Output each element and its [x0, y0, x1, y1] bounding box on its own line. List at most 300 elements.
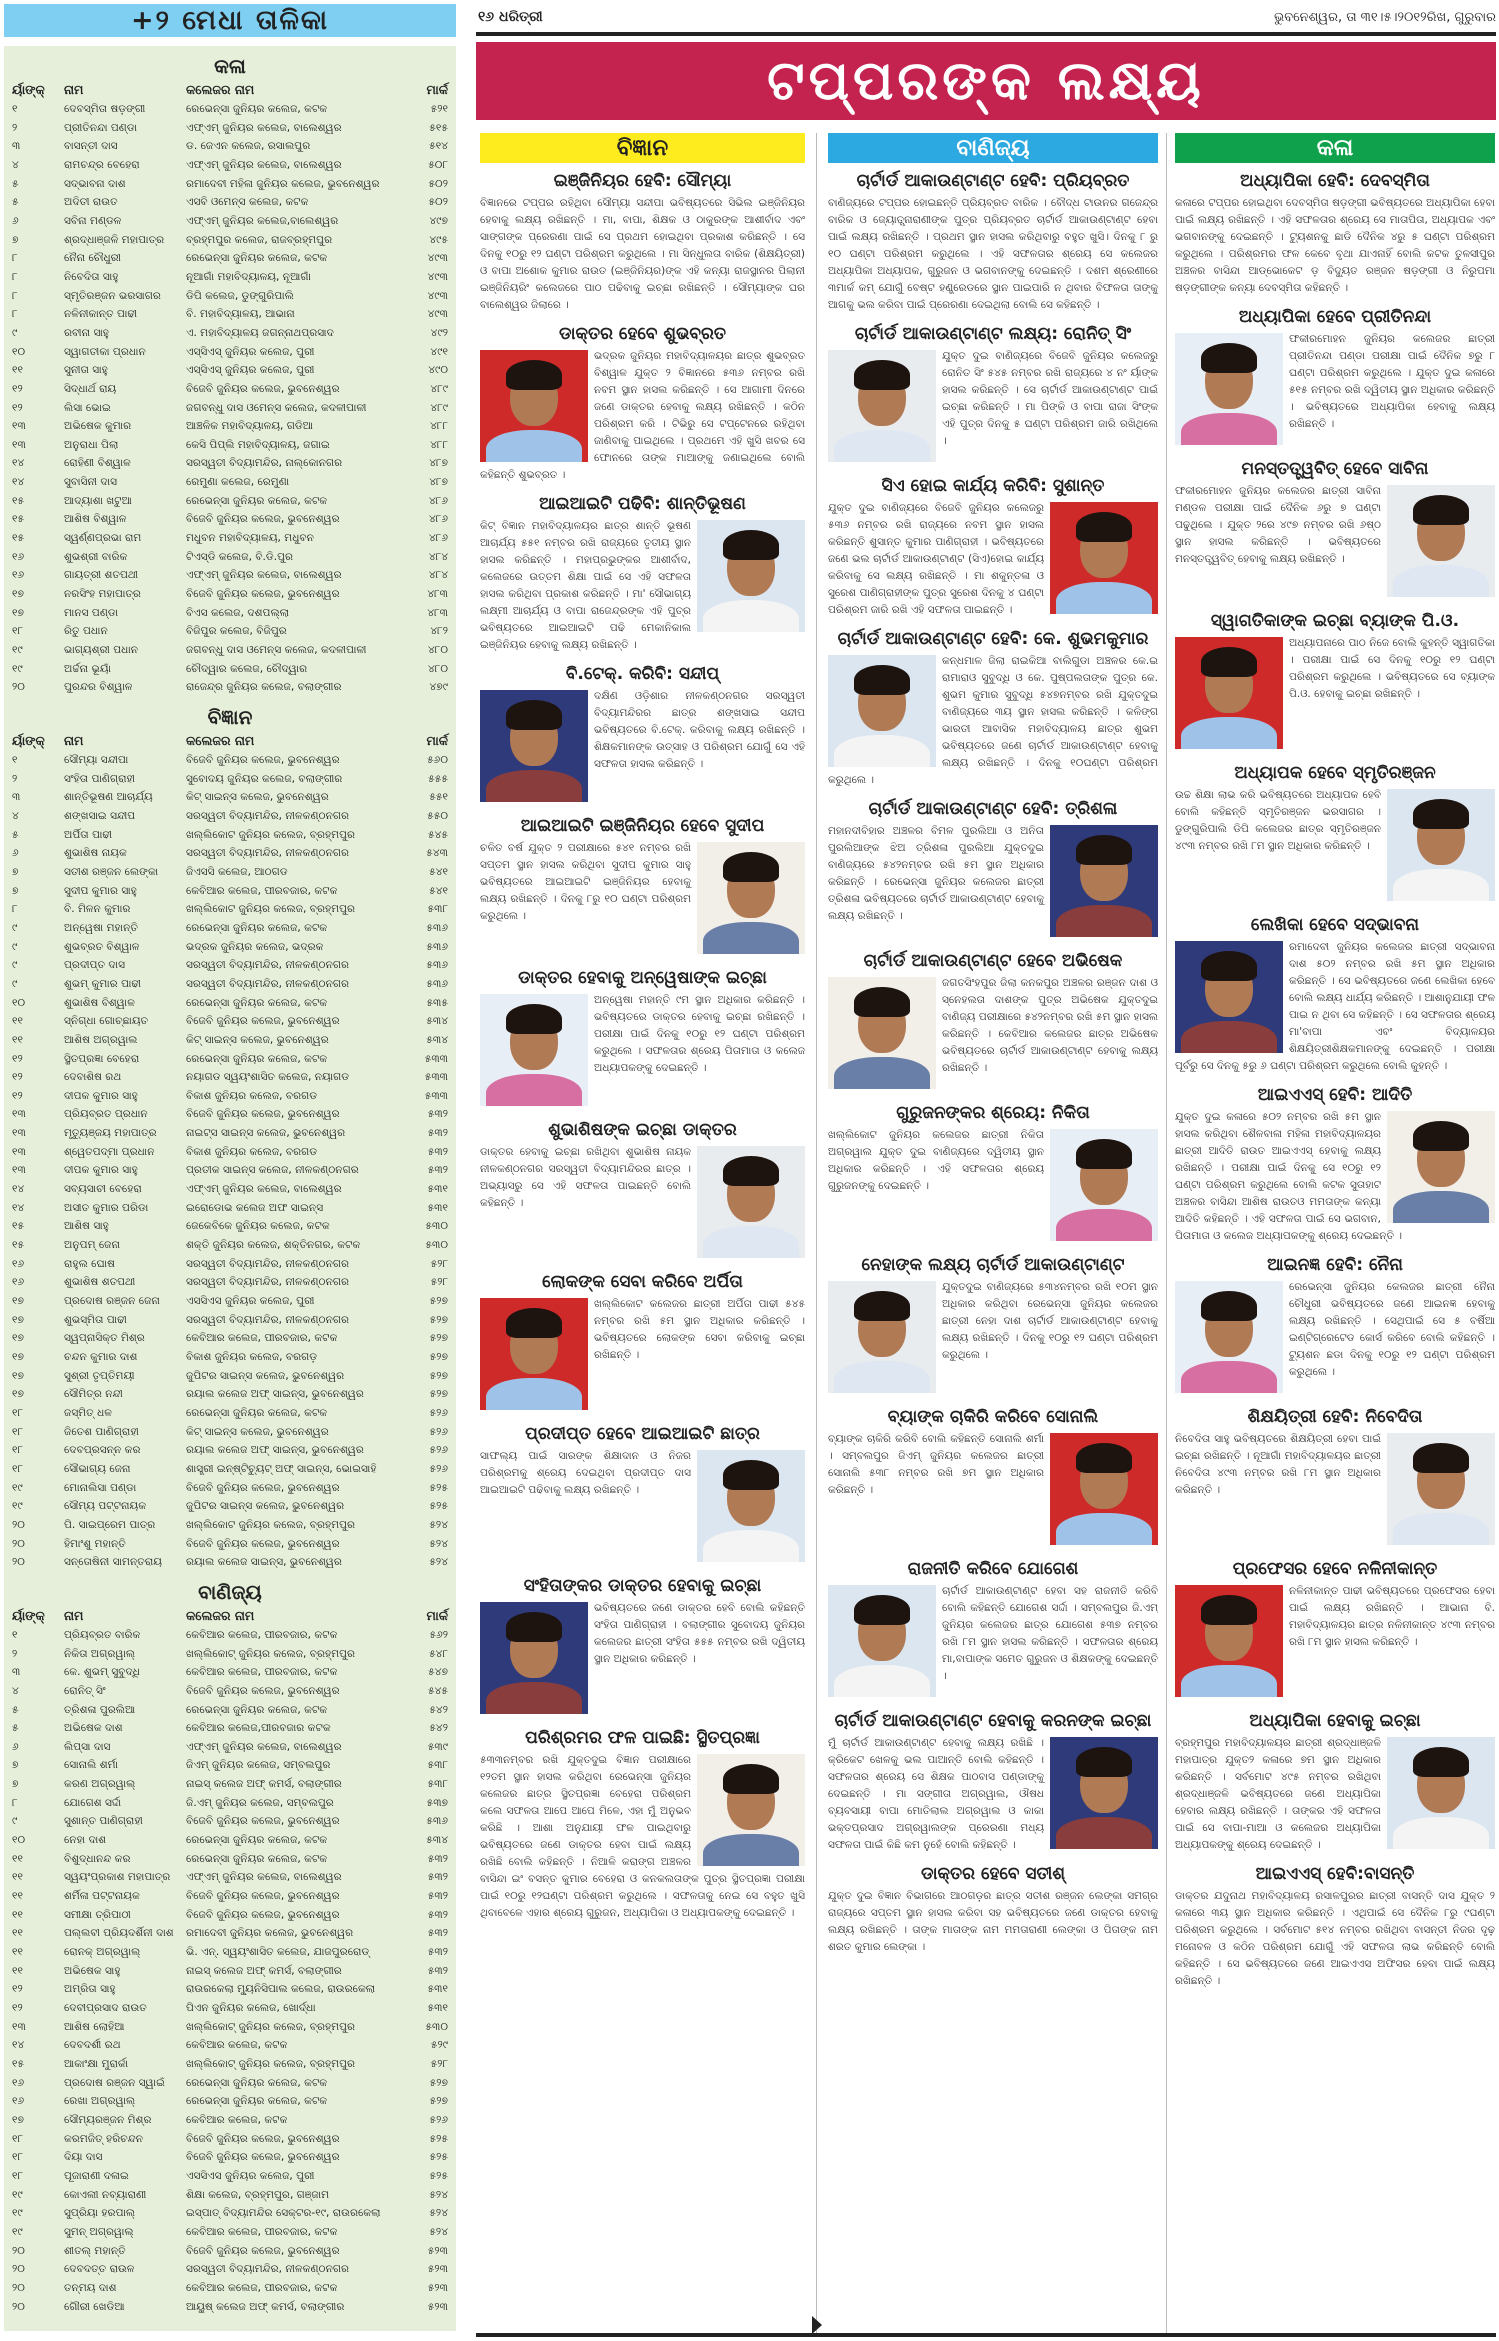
name-cell: ଶୁଭବ୍ରତ ବିଶ୍ୱାଳ — [64, 940, 140, 953]
student-photo — [480, 690, 588, 802]
rank-cell: ୧୮ — [12, 1425, 24, 1438]
photo-body — [834, 1057, 930, 1089]
name-cell: ସୌମିତ୍ର ନନ୍ଦୀ — [64, 1388, 123, 1401]
college-cell: ରେଭେନ୍ସା ଜୁନିୟର କଲେଜ, କଟକ — [186, 1703, 328, 1716]
article-body: ନିବେଦିତା ସାହୁ ଭବିଷ୍ୟତରେ ଶିକ୍ଷୟିତ୍ରୀ ହେବା ପାଇଁ ଇଚ୍ଛା ରଖିଛନ୍ତି । ନୂଆଗାଁ ମହାବିଦ୍ୟାଳୟର ଛାତ୍ରୀ ନିବେଦିତା ୪୯୩ ନମ୍ବର ରଖି ୮ମ ସ୍ଥାନ ଅଧିକାର କରିଛନ୍ତି । — [1175, 1433, 1381, 1496]
article-body: ଯୁକ୍ତ ଦୁଇ ବିଜ୍ଞାନ ବିଭାଗରେ ଆଠଗଡ଼ର ଛାତ୍ର ସତୀଶ ରଞ୍ଜନ ଲେଙ୍କା ସମଗ୍ର ରାଜ୍ୟରେ ସପ୍ତମ ସ୍ଥାନ ହାସଲ କରିବା ସହ ଭବିଷ୍ୟତରେ ଜଣେ ଡାକ୍ତର ହେବାକୁ ଲକ୍ଷ୍ୟ ରଖିଛନ୍ତି । ତାଙ୍କ ମାତାଙ୍କ ନାମ ମମତାରାଣୀ ଲେଙ୍କା ଓ ପିତାଙ୍କ ନାମ ଶରତ କୁମାର ଲେଙ୍କା । — [828, 1890, 1158, 1953]
rank-cell: ୨୦ — [12, 1537, 25, 1550]
table-row — [12, 1887, 448, 1906]
article-headline: ଅଧ୍ୟାପକ ହେବେ ସ୍ମୃତିରଞ୍ଜନ — [1234, 763, 1436, 783]
name-cell: ଲିପ୍ସା ଦାସ — [64, 1740, 111, 1753]
table-row — [12, 380, 448, 399]
name-cell: ମାନସ ପଣ୍ଡା — [64, 606, 119, 619]
photo-body — [1393, 565, 1489, 597]
marks-cell: ୫୨୭ — [429, 2076, 448, 2089]
marks-cell: ୫୨୬ — [429, 1406, 448, 1419]
marks-cell: ୪୮୬ — [429, 513, 448, 526]
name-cell: ପଲ୍ଲବୀ ପ୍ରିୟଦର୍ଶିନୀ ଦାଶ — [64, 1927, 174, 1940]
merit-section-title: ବିଜ୍ଞାନ — [207, 705, 253, 729]
name-cell: ରବୀନା ସାହୁ — [64, 326, 109, 339]
marks-cell: ୪୮୮ — [430, 438, 448, 451]
college-cell: ଖଲ୍ଲିକୋଟ ଜୁନିୟର କଲେଜ, ବ୍ରହ୍ମପୁର — [186, 903, 356, 916]
marks-cell: ୫୨୬ — [429, 1444, 448, 1457]
table-row — [12, 975, 448, 994]
marks-cell: ୪୮୦ — [428, 644, 448, 657]
photo-hair — [723, 1764, 779, 1794]
rank-cell: ୮ — [12, 289, 18, 302]
name-cell: ପୁରନ୍ଦର ବିଶ୍ୱାଳ — [64, 681, 133, 694]
college-cell: ଖଲ୍ଲିକୋଟ୍ ଜୁନିୟର କଲେଜ, ବ୍ରହ୍ମପୁର — [186, 2057, 356, 2070]
student-photo — [1387, 1433, 1495, 1545]
name-cell: ରୋନକ୍ ଅଗ୍ରୱାଲ୍ — [64, 1946, 141, 1959]
name-cell: କରମଜିତ୍ ହରିଚନ୍ଦନ — [64, 2132, 144, 2145]
name-cell: ଯୋଗେଶ ସର୍ଦ୍ଦା — [64, 1796, 122, 1809]
article — [480, 1726, 805, 1922]
student-photo — [828, 1585, 936, 1697]
table-row — [12, 1535, 448, 1554]
college-cell: ଏଫ୍ଏମ୍ ଜୁନିୟର କଲେଜ, ବାଲେଶ୍ୱର — [186, 1740, 342, 1753]
table-row — [12, 1199, 448, 1218]
article — [828, 1405, 1158, 1549]
column-divider — [816, 133, 817, 2333]
table-row — [12, 1906, 448, 1925]
table-row — [12, 994, 448, 1013]
name-cell: ଆଶିଷ ଲୋହିଆ — [64, 2020, 125, 2033]
college-cell: ବିଜେବି ଜୁନିୟର କଲେଜ, ଭୁବନେଶ୍ୱର — [186, 1890, 340, 1903]
name-header: ନାମ — [64, 82, 84, 97]
rank-cell: ୧୧ — [12, 1890, 24, 1903]
name-cell: ଆକାଂକ୍ଷା ମୁରାର୍କା — [64, 2057, 129, 2070]
photo-hair — [1076, 1139, 1132, 1169]
name-cell: ପି. ସାଇପ୍ରେମ ପାତ୍ର — [64, 1518, 156, 1531]
college-cell: ବିଜେବି ଜୁନିୟର କଲେଜ, ଭୁବନେଶ୍ୱର — [186, 1481, 340, 1494]
marks-cell: ୫୩୨ — [427, 1946, 448, 1959]
name-cell: ଶୁଭାଶିଷ ବିଶ୍ୱାଳ — [64, 996, 135, 1009]
article-body: ଯୁକ୍ତଦୁଇ ବାଣିଜ୍ୟରେ ୫୩୪ନମ୍ବର ରଖି ୧୦ମ ସ୍ଥାନ ଅଧିକାର କରିଥିବା ରେଭେନ୍ସା ଜୁନିୟର କଲେଜର ଛାତ୍ରୀ ନେହା ଦାଶ ଚାର୍ଟାର୍ଡ ଆକାଉଣ୍ଟାଣ୍ଟ ହେବାକୁ ଲକ୍ଷ୍ୟ ରଖିଛନ୍ତି । ଦିନକୁ ୧୦ରୁ ୧୨ ଘଣ୍ଟା ପରିଶ୍ରମ କରୁଥିଲେ । — [942, 1281, 1158, 1361]
article-headline: ପ୍ରଦୀପ୍ତ ହେବେ ଆଇଆଇଟି ଛାତ୍ର — [525, 1424, 760, 1444]
rank-cell: ୧୯ — [12, 2225, 23, 2238]
table-row — [12, 436, 448, 455]
article-body: ବ୍ରହ୍ମପୁର ମହାବିଦ୍ୟାଳୟର ଛାତ୍ରୀ ଶ୍ରଦ୍ଧାଞ୍ଜଳି ମହାପାତ୍ର ଯୁକ୍ତ୨ କଳାରେ ୭ମ ସ୍ଥାନ ଅଧିକାର କରିଛନ୍ତି । ସର୍ବମୋଟ ୪୯୫ ନମ୍ବର ରଖିଥିବା ଶ୍ରଦ୍ଧାଞ୍ଜଳି ଭବିଷ୍ୟତରେ ଜଣେ ଅଧ୍ୟାପିକା ହେବାର ଲକ୍ଷ୍ୟ ରଖିଛନ୍ତି । ତାଙ୍କର ଏହି ସଫଳତା ପାଇଁ ସେ ବାପା-ମାଆ ଓ କଲେଜର ଅଧ୍ୟାପିକା ଅଧ୍ୟାପକଙ୍କୁ ଶ୍ରେୟ ଦେଇଛନ୍ତି । — [1175, 1737, 1381, 1851]
table-row — [12, 212, 448, 231]
marks-cell: ୫୨୬ — [429, 1425, 448, 1438]
article-headline: ପରିଶ୍ରମର ଫଳ ପାଇଛି: ସ୍ଥିତପ୍ରଜ୍ଞା — [525, 1728, 760, 1748]
student-photo — [480, 1298, 588, 1410]
name-cell: ସଂହିତା ପାଣିଗ୍ରାହୀ — [64, 772, 135, 785]
article — [1175, 609, 1495, 753]
rank-cell: ୧୦ — [12, 1834, 26, 1847]
table-row — [12, 1348, 448, 1367]
marks-cell: ୫୩୨ — [427, 1964, 448, 1977]
marks-cell: ୫୨୫ — [429, 2169, 448, 2182]
rank-cell: ୧୪ — [12, 1183, 25, 1196]
name-header: ନାମ — [64, 733, 84, 748]
table-row — [12, 175, 448, 194]
rank-cell: ୧୮ — [12, 2132, 24, 2145]
marks-cell: ୪୯୩ — [427, 252, 448, 265]
name-cell: ସିଦ୍ଧାର୍ଥ ରାୟ — [64, 382, 117, 395]
photo-hair — [1201, 1595, 1257, 1625]
article-headline: ଚାର୍ଟାର୍ଡ ଆକାଉଣ୍ଟାଣ୍ଟ ଲକ୍ଷ୍ୟ: ରୋନିତ୍ ସିଂ — [854, 324, 1132, 344]
article — [1175, 305, 1495, 449]
article-body: ଯୁକ୍ତ ଦୁଇ ବାଣିଜ୍ୟରେ ବିଜେବି ଜୁନିୟର କଲେଜରୁ ରୋନିତ ସିଂ ୫୪୫ ନମ୍ବର ରଖି ରାଜ୍ୟରେ ୪ ନଂ ର୍ୟାଙ୍କ ହାସଲ କରିଛନ୍ତି । ସେ ଚାର୍ଟାର୍ଡ ଆକାଉଣ୍ଟାଣ୍ଟ ପାଇଁ ଇଚ୍ଛା କରିଛନ୍ତି । ମା ପିଙ୍କି ଓ ବାପା ରାଜା ସିଂଙ୍କ ଏହି ପୁତ୍ର ଦିନକୁ ୫ ଘଣ୍ଟା ପରିଶ୍ରମ ଜାରି ରଖିଥିଲେ । — [942, 350, 1158, 447]
rank-cell: ୮ — [12, 903, 18, 916]
name-cell: ଶଙ୍ଖସାଇ ସନ୍ଦୀପ — [64, 809, 136, 822]
table-row — [12, 361, 448, 380]
marks-cell: ୫୩୧ — [427, 1201, 448, 1214]
dateline: ଭୁବନେଶ୍ୱର, ତା ୩୧।୫।୨୦୧୨ରିଖ, ଗୁରୁବାର — [1274, 9, 1496, 25]
table-row — [12, 1497, 448, 1516]
photo-hair — [854, 1291, 910, 1321]
rank-cell: ୧୨ — [12, 2002, 23, 2014]
rank-cell: ୧୩ — [12, 1127, 26, 1140]
marks-cell: ୫୨୭ — [429, 1388, 448, 1401]
college-cell: ରେଭେନ୍ସା ଜୁନିୟର କଲେଜ, କଟକ — [186, 996, 328, 1009]
rank-cell: ୧୧ — [12, 1964, 24, 1977]
college-cell: କେବିଆର କଲେଜ, ପୀରବଜାର, କଟକ — [186, 884, 338, 897]
table-row — [12, 2018, 448, 2037]
college-cell: ନାଇସ୍ କଲେଜ ଅଫ୍ କମର୍ସ, ବଲାଙ୍ଗୀର — [186, 1778, 342, 1791]
photo-body — [486, 770, 582, 802]
rank-cell: ୭ — [12, 233, 19, 246]
college-cell: ଖଲ୍ଲିକୋଟ ଜୁନିୟର କଲେଜ, ବ୍ରହ୍ମପୁର — [186, 828, 356, 841]
table-row — [12, 1626, 448, 1645]
college-cell: ଜଗବନ୍ଧୁ ଦାସ ଓମେନ୍ସ କଲେଜ, କଦଳୀପାଳୀ — [186, 401, 367, 414]
article — [828, 1253, 1158, 1397]
rank-header: ର୍ୟାଙ୍କ୍ — [12, 1607, 45, 1623]
rank-cell: ୧୮ — [12, 1462, 24, 1475]
college-cell: ବିଜେବି ଜୁନିୟର କଲେଜ, ଭୁବନେଶ୍ୱର — [186, 1537, 340, 1550]
article-body: ଖଲ୍ଲିକୋଟ ଜୁନିୟର କଲେଜର ଛାତ୍ରୀ ନିକିତା ଅଗ୍ରୱାଲ ଯୁକ୍ତ ଦୁଇ ବାଣିଜ୍ୟରେ ଦ୍ୱିତୀୟ ସ୍ଥାନ ଅଧିକାର କରିଛନ୍ତି । ଏହି ସଫଳତାର ଶ୍ରେୟ ଗୁରୁଜନଙ୍କୁ ଦେଇଛନ୍ତି । — [828, 1129, 1044, 1192]
table-row — [12, 1924, 448, 1943]
marks-cell: ୫୩୬ — [426, 959, 448, 972]
article-body: ଭବିଷ୍ୟତରେ ଜଣେ ଡାକ୍ତର ହେବି ବୋଲି କହିଛନ୍ତି ସଂହିତା ପାଣିଗ୍ରାହୀ । ବଲାଙ୍ଗୀର ସୁବୋଦୟ ଜୁନିୟର କଲେଜର ଛାତ୍ରୀ ସଂହିତା ୫୫୫ ନମ୍ବର ରଖି ଦ୍ୱିତୀୟ ସ୍ଥାନ ଅଧିକାର କରିଛନ୍ତି । — [594, 1602, 805, 1665]
college-cell: ବିଜେବି ଜୁନିୟର କଲେଜ, ଭୁବନେଶ୍ୱର — [186, 513, 340, 526]
table-row — [12, 1516, 448, 1535]
article-body: ଫକୀରମୋହନ ଜୁନିୟର କଲେଜର ଛାତ୍ରୀ ସାବିନା ମଣ୍ଡଳ ପରୀକ୍ଷା ପାଇଁ ଦୈନିକ ୬ରୁ ୭ ଘଣ୍ଟା ପଢୁଥିଲେ । ଯୁକ୍ତ ୨ରେ ୪୯୭ ନମ୍ବର ରଖି ୬ଷ୍ଠ ସ୍ଥାନ ହାସଲ କରିଛନ୍ତି । ଭବିଷ୍ୟତରେ ମନସ୍ତତ୍ତ୍ୱବିତ୍ ହେବାକୁ ଲକ୍ଷ୍ୟ ରଖିଛନ୍ତି । — [1175, 485, 1381, 565]
table-row — [12, 1031, 448, 1050]
marks-cell: ୫୨୪ — [429, 1537, 448, 1550]
college-cell: ଜୁପିଟର ସାଇନ୍ସ କଲେଜ, ଭୁବନେଶ୍ୱର — [186, 1500, 345, 1513]
college-cell: ବିଏସ କଲେଜ, ଦଶପଲ୍ଲା — [186, 606, 290, 619]
student-photo — [828, 655, 936, 767]
college-cell: ଇସ୍ପାତ୍ ବିଦ୍ୟାମନ୍ଦିର ସେକ୍ଟର-୧୯, ରାଉରକେଲା — [186, 2207, 381, 2220]
marks-cell: ୫୦୨ — [428, 196, 448, 209]
merit-table — [12, 731, 448, 1572]
table-row — [12, 2186, 448, 2205]
college-cell: ଏସ୍ସିଏସ୍ ଜୁନିୟର କଲେଜ, ପୁରୀ — [186, 364, 315, 377]
college-cell: ରେଭେନ୍ସା ଜୁନିୟର କଲେଜ, କଟକ — [186, 921, 328, 934]
name-cell: ସ୍ୱୟଂପ୍ରକାଶ ମହାପାତ୍ର — [64, 1871, 171, 1884]
article-body: କିଟ୍ ବିଜ୍ଞାନ ମହାବିଦ୍ୟାଳୟର ଛାତ୍ର ଶାନ୍ତି ଭୂଷଣ ଆଚାର୍ଯ୍ୟ ୫୫୧ ନମ୍ବର ରଖି ରାଜ୍ୟରେ ତୃତୀୟ ସ୍ଥାନ ହାସଲ କରିଛନ୍ତି । ମହାପ୍ରଭୁଙ୍କର ଆଶୀର୍ବାଦ, କଲେଜରେ ଉତ୍ତମ ଶିକ୍ଷା ପାଇଁ ସେ ଏହି ସଫଳତା ହାସଲ କରିଥିବା ପ୍ରକାଶ କରିଛନ୍ତି । ମା' ସୌଭାଗ୍ୟ ଲକ୍ଷ୍ମୀ ଆଚାର୍ଯ୍ୟ ଓ ବାପା ରାଜେନ୍ଦ୍ରଙ୍କ ଏହି ପୁତ୍ର ଭବିଷ୍ୟତରେ ଆଇଆଇଟି ପଢି ମେକାନିକାଲ ଇଞ୍ଜିନିୟର ହେବାକୁ ଲକ୍ଷ୍ୟ ରଖିଛନ୍ତି । — [480, 520, 691, 651]
article-body: ଅନ୍ୱେଷା ମହାନ୍ତି ୯ମ ସ୍ଥାନ ଅଧିକାର କରିଛନ୍ତି । ଭବିଷ୍ୟତରେ ଡାକ୍ତର ହେବାକୁ ଇଚ୍ଛା ରଖିଛନ୍ତି । ପରୀକ୍ଷା ପାଇଁ ଦିନକୁ ୧୦ରୁ ୧୨ ଘଣ୍ଟା ପରିଶ୍ରମ କରୁଥିଲେ । ସଫଳତାର ଶ୍ରେୟ ପିତାମାତା ଓ କଲେଜ ଅଧ୍ୟାପକଙ୍କୁ ଦେଇଛନ୍ତି । — [594, 994, 805, 1074]
table-row — [12, 622, 448, 641]
rank-cell: ୧୮ — [12, 1444, 24, 1457]
article — [828, 1101, 1158, 1245]
name-cell: ଦୀପକ କୁମାର ସାହୁ — [64, 1089, 138, 1102]
table-row — [12, 678, 448, 697]
marks-cell: ୪୮୨ — [430, 625, 448, 638]
photo-body — [1393, 1817, 1489, 1849]
marks-cell: ୫୩୫ — [426, 996, 448, 1009]
name-cell: ସ୍ୱର୍ଣ୍ଣପ୍ରଭା ରାମ — [64, 532, 142, 545]
marks-cell: ୪୯୫ — [429, 233, 448, 246]
name-cell: ଆଦ୍ୟାଶା ଖଟୁଆ — [64, 494, 132, 507]
rank-cell: ୨୦ — [12, 1556, 25, 1569]
college-cell: ସରସ୍ୱତୀ ବିଦ୍ୟାମନ୍ଦିର, ନୀଳକଣ୍ଠନଗର — [186, 977, 350, 990]
marks-cell: ୫୨୭ — [429, 1369, 448, 1382]
name-cell: ଆଶିଷ ବିଶ୍ୱାଳ — [64, 513, 127, 526]
name-cell: ପ୍ରିୟବ୍ରତ ପ୍ରଧାନ — [64, 1108, 148, 1121]
student-photo — [697, 1754, 805, 1866]
table-row — [12, 604, 448, 623]
college-header: କଲେଜର ନାମ — [186, 82, 255, 97]
column-divider — [1166, 133, 1167, 2333]
rank-cell: ୧୬ — [12, 550, 25, 563]
college-cell: ବିକାଶ ଜୁନିୟର କଲେଜ, ବରଗଡ — [186, 1089, 318, 1102]
name-cell: ସ୍ନିଗ୍ଧା ଗୋଚ୍ଛାୟତ — [64, 1015, 149, 1028]
marks-cell: ୪୮୩ — [427, 588, 448, 601]
photo-hair — [1413, 799, 1469, 829]
marks-cell: ୪୮୬ — [429, 532, 448, 545]
rank-cell: ୧୭ — [12, 2113, 25, 2126]
college-cell: ସରସ୍ୱତୀ ବିଦ୍ୟାମନ୍ଦିର, ନୀଳକଣ୍ଠନଗର — [186, 1257, 350, 1270]
rank-cell: ୨୦ — [12, 2244, 25, 2257]
article — [1175, 1083, 1495, 1245]
name-cell: ଲିସା ଭୋଇ — [64, 401, 111, 414]
name-cell: କରଣ ଅଗ୍ରୱାଲ୍ — [64, 1778, 136, 1791]
table-row — [12, 826, 448, 845]
rank-cell: ୧୩ — [12, 1145, 26, 1158]
table-row — [12, 1329, 448, 1348]
college-cell: ସରସ୍ୱତୀ ବିଦ୍ୟାମନ୍ଦିର, ନୀଳକଣ୍ଠନଗର — [186, 2263, 350, 2276]
page-header — [478, 4, 1496, 30]
college-cell: ଶାସ୍ତ୍ରୀ ଇନ୍ଷ୍ଟିଚ୍ୟୁଟ୍ ଅଫ୍ ସାଇନ୍ସ, ଭୋଇସାହି — [186, 1462, 377, 1475]
college-cell: ସରସ୍ୱତୀ ବିଦ୍ୟାମନ୍ଦିର, ନୀଳକଣ୍ଠନଗର — [186, 847, 350, 860]
article — [480, 966, 805, 1110]
article-headline: ଆଇନଜ୍ଞ ହେବି: ନୈନା — [1267, 1255, 1403, 1275]
name-cell: ସୁନୀତା ସାହୁ — [64, 364, 108, 377]
rank-cell: ୧୩ — [12, 2020, 26, 2033]
marks-cell: ୪୯୧ — [430, 345, 448, 358]
name-cell: ଦିୟା ଦାସ — [64, 2151, 103, 2164]
college-cell: ଭି. ଏନ୍. ସ୍ୱୟଂଶାସିତ କଲେଜ, ଯାଜପୁରରୋଡ୍ — [186, 1946, 370, 1959]
photo-body — [834, 430, 930, 462]
table-row — [12, 660, 448, 679]
table-row — [12, 882, 448, 901]
college-cell: କେବିଆର କଲେଜ, ପୀରବଜାର, କଟକ — [186, 1332, 338, 1345]
marks-cell: ୫୪୧ — [429, 865, 448, 878]
article-body: ଉଚ୍ଚ ଶିକ୍ଷା ଲାଭ କରି ଭବିଷ୍ୟତରେ ଅଧ୍ୟାପକ ହେବି ବୋଲି କହିଛନ୍ତି ସ୍ମୃତିରଞ୍ଜନ ଭରସାଗର । ଡୁଙ୍ଗୁରିପାଲି ଡିପି କଲେଜର ଛାତ୍ର ସ୍ମୃତିରଞ୍ଜନ ୪୯୩ ନମ୍ବର ରଖି ୮ମ ସ୍ଥାନ ଅଧିକାର କରିଛନ୍ତି । — [1175, 789, 1381, 852]
article-headline: ବ୍ୟାଙ୍କ ଚାକିରି କରିବେ ସୋନାଲି — [887, 1407, 1099, 1427]
marks-cell: ୫୨୪ — [429, 1518, 448, 1531]
rank-cell: ୧୨ — [12, 1089, 23, 1102]
marks-cell: ୫୧୪ — [429, 140, 448, 153]
table-row — [12, 1682, 448, 1701]
student-photo — [1175, 941, 1283, 1053]
name-cell: ନୈନା ଚୌଧୁରୀ — [64, 252, 121, 265]
name-cell: ଶୀତଲ୍ ମହାନ୍ତି — [64, 2244, 126, 2257]
marks-cell: ୫୩୯ — [427, 1740, 448, 1753]
rank-cell: ୧୮ — [12, 1406, 24, 1419]
rank-cell: ୩ — [12, 1666, 21, 1679]
rank-cell: ୧୪ — [12, 2039, 25, 2052]
marks-cell: ୫୨୩ — [427, 2281, 448, 2294]
marks-cell: ୫୪୭ — [428, 1666, 448, 1679]
college-cell: ଏଫ୍ଏମ୍ ଜୁନିୟର କଲେଜ, ବାଲେଶ୍ୱର — [186, 1871, 342, 1884]
merit-list-title: +୨ ମେଧା ତାଳିକା — [4, 4, 456, 37]
article-headline: ଆଇଆଇଟି ପଢିବି: ଶାନ୍ତିଭୂଷଣ — [539, 494, 746, 514]
name-cell: କେ. ଶୁଭମ୍ ସୁବୁଦ୍ଧି — [64, 1666, 140, 1679]
article-headline: ଅଧ୍ୟାପିକା ହେବେ ପ୍ରୀତିନନ୍ଦା — [1238, 307, 1432, 327]
rank-cell: ୧୫ — [12, 494, 25, 507]
name-cell: ଅଭିଷେକ ସାହୁ — [64, 1964, 121, 1977]
photo-body — [1056, 582, 1152, 614]
college-cell: ଏଫ୍ଏମ୍ ଜୁନିୟର କଲେଜ,ବାଲେଶ୍ୱର — [186, 214, 339, 227]
rank-cell: ୧୫ — [12, 513, 25, 526]
article — [1175, 1405, 1495, 1549]
college-cell: ବିଜିପୁର କଲେଜ, ବିଜିପୁର — [186, 625, 287, 638]
merit-table-header — [12, 731, 448, 751]
article — [1175, 761, 1495, 905]
rank-cell: ୭ — [12, 884, 19, 897]
table-row — [12, 1068, 448, 1087]
table-row — [12, 2074, 448, 2093]
photo-hair — [1413, 1747, 1469, 1777]
marks-cell: ୪୮୯ — [430, 401, 448, 414]
name-header: ନାମ — [64, 1607, 84, 1623]
name-cell: ସବିନା ମଣ୍ଡଳ — [64, 214, 122, 227]
marks-cell: ୫୫୫ — [428, 772, 448, 785]
college-cell: ଖଲ୍ଲିକୋଟ୍ ଜୁନିୟର କଲେଜ, ବ୍ରହ୍ମପୁର — [186, 2020, 356, 2033]
name-cell: ମୃତ୍ୟୁଞ୍ଜୟ ମହାପାତ୍ର — [64, 1127, 157, 1140]
article-body: ବ୍ୟାଙ୍କ ଚାକିରି କରିବି ବୋଲି କହିଛନ୍ତି ସୋନାଲି ଶର୍ମା । ସମ୍ବଲପୁର ଜିଏମ୍ ଜୁନିୟର କଲେଜର ଛାତ୍ରୀ ସୋନାଲି ୫୩୮ ନମ୍ବର ରଖି ୭ମ ସ୍ଥାନ ଅଧିକାର କରିଛନ୍ତି । — [828, 1433, 1044, 1496]
marks-cell: ୫୪୩ — [426, 847, 448, 860]
student-photo — [697, 520, 805, 632]
student-photo — [1050, 1433, 1158, 1545]
college-cell: ଜୁପିଟର ସାଇନ୍ସ କଲେଜ, ଭୁବନେଶ୍ୱର — [186, 1369, 345, 1382]
article — [828, 627, 1158, 789]
college-cell: ଡିପି କଲେଜ, ଡୁଙ୍ଗୁରିପାଲି — [186, 289, 294, 302]
table-row — [12, 454, 448, 473]
article — [480, 1118, 805, 1262]
article-headline: ଇଞ୍ଜିନିୟର ହେବି: ସୌମ୍ୟା — [553, 171, 732, 191]
photo-body — [834, 1665, 930, 1697]
name-cell: ଅମ୍ରିତା ସାହୁ — [64, 1983, 116, 1996]
marks-header: ମାର୍କ — [426, 1607, 448, 1623]
rank-cell: ୧୭ — [12, 1313, 25, 1326]
college-cell: ଏସବି ଓମେନ୍ସ କଲେଜ, କଟକ — [186, 196, 309, 209]
table-row — [12, 2260, 448, 2279]
table-row — [12, 1460, 448, 1479]
photo-hair — [723, 852, 779, 882]
article-headline: ଚାର୍ଟାର୍ଡ ଆକାଉଣ୍ଟାଣ୍ଟ ହେବାକୁ କରନଙ୍କ ଇଚ୍ଛା — [834, 1711, 1152, 1731]
marks-cell: ୫୩୭ — [426, 1796, 448, 1809]
table-row — [12, 1831, 448, 1850]
name-cell: ସୌମ୍ୟରଞ୍ଜନ ମିଶ୍ର — [64, 2113, 152, 2126]
photo-body — [486, 1378, 582, 1410]
marks-cell: ୫୨୩ — [427, 2244, 448, 2257]
rank-cell: ୯ — [12, 977, 18, 990]
name-cell: ଆଶିଷ ଅଗ୍ରୱାଲ — [64, 1033, 138, 1046]
college-cell: ନାଇସ୍ କଲେଜ ଅଫ୍ କମର୍ସ, ବଲାଙ୍ଗୀର — [186, 1964, 342, 1977]
article — [828, 1862, 1158, 1956]
rank-cell: ୧୬ — [12, 2095, 25, 2108]
table-row — [12, 863, 448, 882]
college-cell: ରମାଦେବୀ ଜୁନିୟର କଲେଜ, ଭୁବନେଶ୍ୱର — [186, 1927, 354, 1940]
table-row — [12, 2204, 448, 2223]
rank-cell: ୪ — [12, 1684, 19, 1697]
college-cell: ରେଭେନ୍ସା ଜୁନିୟର କଲେଜ, କଟକ — [186, 494, 328, 507]
name-cell: ଦେବଦତ୍ତ ରାଉଳ — [64, 2263, 135, 2276]
college-cell: ରମାଦେବୀ ମହିଳା ଜୁନିୟର କଲେଜ, ଭୁବନେଶ୍ୱର — [186, 177, 380, 190]
college-cell: କିଟ୍ ସାଇନ୍ସ କଲେଜ, ଭୁବନେଶ୍ୱର — [186, 1425, 329, 1438]
name-cell: ପ୍ରଦୋଷ ରଞ୍ଜନ ଜେନା — [64, 1295, 160, 1308]
rank-cell: ୧୧ — [12, 1852, 24, 1865]
table-row — [12, 137, 448, 156]
article — [828, 1709, 1158, 1854]
marks-cell: ୫୪୨ — [429, 1703, 448, 1716]
merit-list-sidebar — [4, 4, 456, 2334]
name-cell: ନରସିଂହ ମହାପାତ୍ର — [64, 588, 141, 601]
photo-hair — [1201, 951, 1257, 981]
name-cell: ରାମଚନ୍ଦ୍ର ବେହେରା — [64, 158, 140, 171]
marks-cell: ୫୨୮ — [430, 1276, 448, 1289]
table-row — [12, 1701, 448, 1720]
name-cell: ରାହୁଲ ଘୋଷ — [64, 1257, 115, 1270]
photo-hair — [1201, 647, 1257, 677]
marks-cell: ୫୩୬ — [426, 977, 448, 990]
name-cell: ସ୍ଥିତପ୍ରଜ୍ଞା ବେହେରା — [64, 1052, 140, 1065]
college-cell: କେସି ପିପ୍ଲି ମହାବିଦ୍ୟାଳୟ, ଜଗାଇ — [186, 438, 330, 451]
arrow-marker-icon — [812, 2316, 822, 2334]
marks-cell: ୪୮୦ — [428, 662, 448, 675]
student-photo — [697, 1146, 805, 1258]
marks-cell: ୫୩୨ — [427, 1871, 448, 1884]
name-cell: ସୁଶ୍ରୀ ତୃପ୍ତିମୟୀ — [64, 1369, 135, 1382]
marks-cell: ୫୩୨ — [427, 1127, 448, 1140]
rank-cell: ୧୧ — [12, 364, 24, 377]
marks-cell: ୫୩୬ — [426, 921, 448, 934]
rank-cell: ୨୦ — [12, 1518, 25, 1531]
marks-cell: ୫୨୫ — [429, 2132, 448, 2145]
merit-section-title: ବାଣିଜ୍ୟ — [198, 1579, 262, 1604]
table-row — [12, 305, 448, 324]
article — [1175, 457, 1495, 601]
rank-cell: ୧୩ — [12, 1108, 26, 1121]
table-row — [12, 1161, 448, 1180]
student-photo — [1387, 485, 1495, 597]
marks-cell: ୫୪୮ — [429, 1647, 448, 1660]
marks-cell: ୫୩୩ — [424, 1071, 448, 1084]
header-rule — [476, 32, 1496, 36]
college-cell: ଶକ୍ତି ଜୁନିୟର କଲେଜ, ଶକ୍ତିନଗର, କଟକ — [186, 1239, 361, 1252]
name-cell: ସୁଶାନ୍ତ ପାଣିଗ୍ରାହୀ — [64, 1815, 143, 1828]
student-photo — [1050, 1129, 1158, 1241]
rank-cell: ୫ — [12, 177, 19, 190]
rank-cell: ୧୩ — [12, 1164, 26, 1177]
marks-header: ମାର୍କ — [426, 733, 448, 748]
rank-cell: ୨୦ — [12, 2281, 25, 2294]
college-cell: ନାଇଟ୍ସ ସାଇନ୍ସ କଲେଜ, ଭୁବନେଶ୍ୱର — [186, 1127, 346, 1140]
photo-body — [1056, 1513, 1152, 1545]
photo-body — [834, 1361, 930, 1393]
rank-cell: ୧୨ — [12, 1071, 23, 1084]
name-cell: ଶୁଭଶ୍ରୀ ବାରିକ — [64, 550, 128, 563]
marks-cell: ୫୩୩ — [424, 1089, 448, 1102]
college-cell: କେବିଆର କଲେଜ, ପୀରବଜାର, କଟକ — [186, 1628, 338, 1641]
rank-cell: ୧୫ — [12, 1220, 25, 1233]
